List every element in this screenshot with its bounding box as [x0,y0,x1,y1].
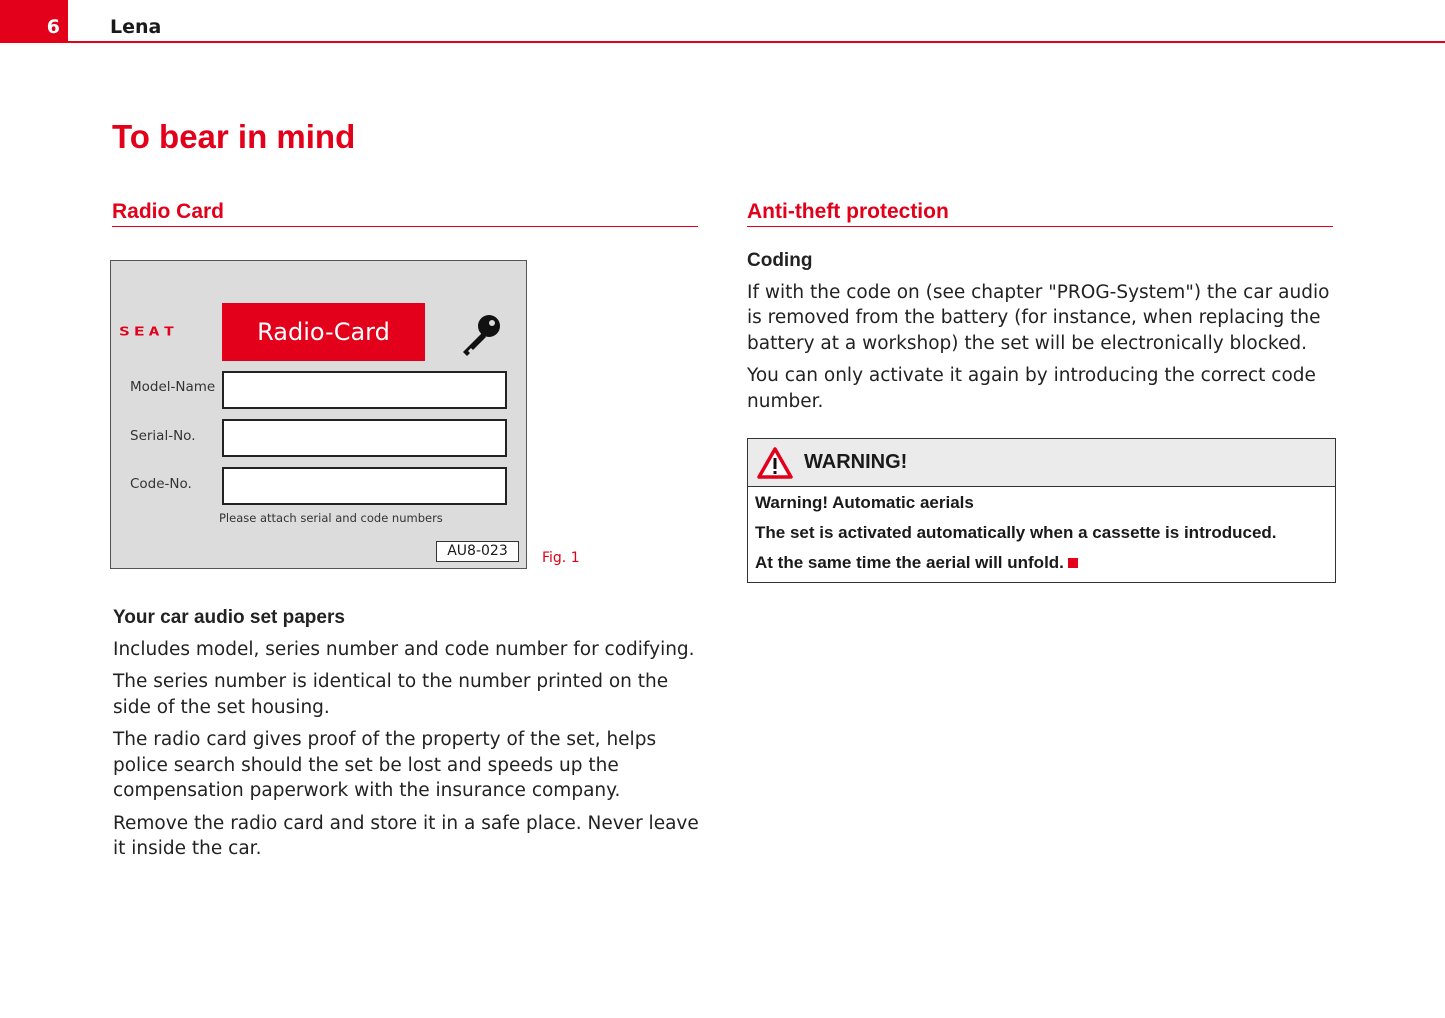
paragraph: Includes model, series number and code number for codifying. [113,638,695,660]
paragraph: The series number is identical to the number printed on the side of the set housing. [113,671,669,718]
warning-line: At the same time the aerial will unfold. [755,553,1064,572]
warning-line: Warning! Automatic aerials [755,493,974,512]
warning-box [747,438,1336,583]
radio-card-figure [110,260,527,569]
section-heading-radio-card: Radio Card [112,200,698,227]
section-heading-anti-theft: Anti-theft protection [747,200,1333,227]
card-note: Please attach serial and code numbers [219,511,443,525]
subheading-coding: Coding [747,250,813,271]
warning-title: WARNING! [804,451,908,473]
warning-line: The set is activated automatically when a cassette is introduced. [755,523,1277,542]
header-title: Lena [110,16,162,38]
warning-triangle-icon [756,446,794,480]
model-name-box [222,371,507,409]
page-title: To bear in mind [112,118,356,155]
subheading-audio-papers: Your car audio set papers [113,607,345,628]
paragraph: If with the code on (see chapter "PROG-System") the car audio is removed from the battery (for instance, when replacing the battery at a workshop) the set will be electronically blocked. [747,281,1330,354]
seat-logo: SEAT [119,324,179,339]
paragraph: You can only activate it again by introducing the correct code number. [747,365,1316,412]
code-no-label: Code-No. [130,476,192,492]
figure-label: Fig. 1 [542,550,580,566]
paragraph: Remove the radio card and store it in a safe place. Never leave it inside the car. [113,812,699,859]
figure-reference: AU8-023 [436,541,519,562]
serial-no-label: Serial-No. [130,428,196,444]
serial-no-box [222,419,507,457]
code-no-box [222,467,507,505]
left-body [113,605,703,869]
header-divider [0,41,1445,43]
end-marker-icon [1068,558,1078,568]
paragraph: The radio card gives proof of the property of the set, helps police search should the set be lost and speeds up the compensation paperwork with the insurance company. [113,729,657,801]
page-number: 6 [0,0,68,43]
key-icon [459,313,503,359]
radio-card-title: Radio-Card [222,303,425,361]
model-name-label: Model-Name [130,379,216,395]
right-body [747,248,1337,421]
